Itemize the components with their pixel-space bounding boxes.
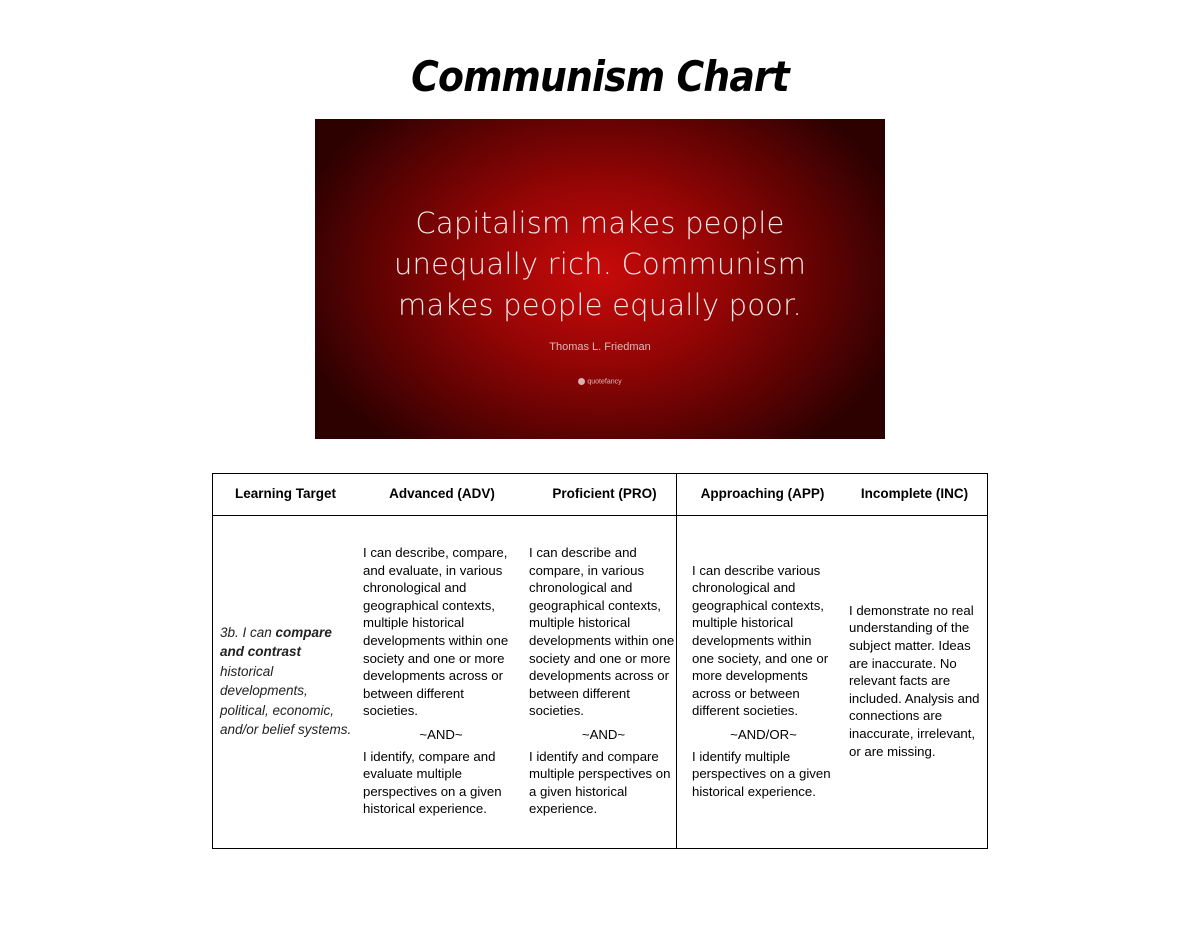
approaching-description: I can describe various chronological and geographical contexts, multiple historical developments within one society, and one or more developments across or between different societies. — [692, 562, 829, 719]
cell-proficient — [525, 516, 684, 847]
quote-text — [315, 203, 885, 326]
proficient-description: I can describe and compare, in various chronological and geographical contexts, multiple historical developments within one society and one or more developments across or between different societies. — [529, 545, 675, 719]
quote-logo — [315, 378, 885, 385]
quote-author: Thomas L. Friedman — [549, 341, 651, 353]
target-bold: compare and contrast — [220, 624, 332, 659]
advanced-separator: ~AND~ — [419, 726, 463, 742]
learning-target-text — [220, 623, 353, 740]
header-proficient: Proficient (PRO) — [525, 473, 684, 516]
rubric-table — [212, 473, 988, 846]
cell-learning-target — [212, 516, 359, 847]
cell-approaching — [684, 516, 841, 847]
quote-line: makes people equally poor. — [398, 288, 802, 322]
cell-advanced — [359, 516, 525, 847]
page-title: Communism Chart — [411, 52, 789, 101]
header-row — [212, 473, 988, 516]
target-suffix: historical developments, political, economic, and/or belief systems. — [220, 663, 352, 737]
approaching-separator: ~AND/OR~ — [730, 726, 797, 742]
approaching-perspectives: I identify multiple perspectives on a given historical experience. — [692, 748, 831, 799]
header-approaching: Approaching (APP) — [684, 473, 841, 516]
logo-icon — [578, 378, 585, 385]
table-row — [212, 516, 988, 847]
header-advanced: Advanced (ADV) — [359, 473, 525, 516]
quote-line: unequally rich. Communism — [393, 247, 807, 281]
quote-line: Capitalism makes people — [415, 206, 785, 240]
logo-text: quotefancy — [587, 378, 622, 386]
column-divider — [676, 473, 677, 849]
incomplete-description: I demonstrate no real understanding of the subject matter. Ideas are inaccurate. No relevant facts are included. Analysis and connections are inaccurate, irrelevant, or are missing. — [849, 602, 980, 759]
advanced-description: I can describe, compare, and evaluate, in various chronological and geographical contexts, multiple historical developments within one society and one or more developments across or between different societies. — [363, 545, 509, 719]
quote-image — [315, 119, 885, 439]
target-prefix: 3b. I can — [220, 624, 276, 640]
proficient-separator: ~AND~ — [581, 726, 626, 742]
header-learning-target: Learning Target — [212, 473, 359, 516]
proficient-perspectives: I identify and compare multiple perspectives on a given historical experience. — [529, 748, 671, 817]
header-incomplete: Incomplete (INC) — [841, 473, 988, 516]
advanced-perspectives: I identify, compare and evaluate multiple perspectives on a given historical experience. — [363, 748, 502, 817]
cell-incomplete — [841, 516, 988, 847]
